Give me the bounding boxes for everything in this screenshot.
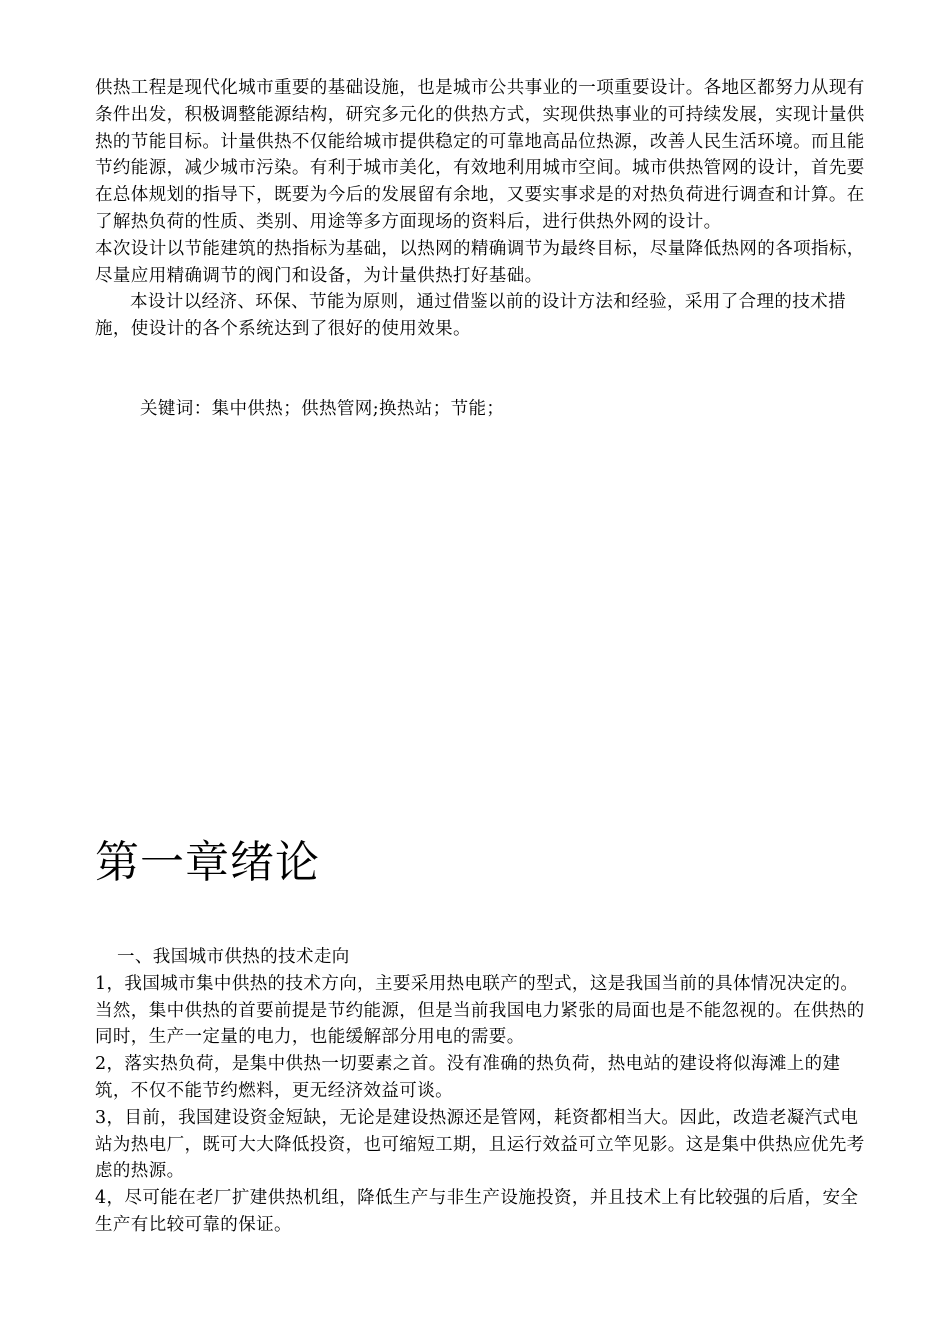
list-item: 1，我国城市集中供热的技术方向，主要采用热电联产的型式，这是我国当前的具体情况决定的。当然，集中供热的首要前提是节约能源，但是当前我国电力紧张的局面也是不能忽视的。在供热的同时，生产一定量的电力，也能缓解部分用电的需要。: [95, 973, 865, 1048]
chapter-title: 第一章绪论: [95, 837, 320, 888]
abstract-paragraph-3: 本设计以经济、环保、节能为原则，通过借鉴以前的设计方法和经验，采用了合理的技术措施，使设计的各个系统达到了很好的使用效果。: [95, 292, 846, 340]
section-heading: 一、我国城市供热的技术走向: [117, 947, 350, 967]
abstract-paragraph-1: 供热工程是现代化城市重要的基础设施，也是城市公共事业的一项重要设计。各地区都努力从现有条件出发，积极调整能源结构，研究多元化的供热方式，实现供热事业的可持续发展，实现计量供热的节能目标。计量供热不仅能给城市提供稳定的可靠地高品位热源，改善人民生活环境。而且能节约能源，减少城市污染。有利于城市美化，有效地利用城市空间。城市供热管网的设计，首先要在总体规划的指导下，既要为今后的发展留有余地，又要实事求是的对热负荷进行调查和计算。在了解热负荷的性质、类别、用途等多方面现场的资料后，进行供热外网的设计。: [95, 78, 865, 232]
abstract: [95, 75, 875, 343]
keywords-line: 关键词：集中供热；供热管网;换热站；节能；: [140, 399, 505, 419]
list-item: 4，尽可能在老厂扩建供热机组，降低生产与非生产设施投资，并且技术上有比较强的后盾，安全生产有比较可靠的保证。: [95, 1188, 859, 1235]
section-tech-direction: [95, 944, 875, 1239]
abstract-paragraph-2: 本次设计以节能建筑的热指标为基础，以热网的精确调节为最终目标，尽量降低热网的各项指标，尽量应用精确调节的阀门和设备，为计量供热打好基础。: [95, 238, 865, 286]
list-item: 2，落实热负荷，是集中供热一切要素之首。没有准确的热负荷，热电站的建设将似海滩上的建筑，不仅不能节约燃料，更无经济效益可谈。: [95, 1054, 841, 1101]
list-item: 3，目前，我国建设资金短缺，无论是建设热源还是管网，耗资都相当大。因此，改造老凝汽式电站为热电厂，既可大大降低投资，也可缩短工期，且运行效益可立竿见影。这是集中供热应优先考虑的热源。: [95, 1107, 865, 1182]
